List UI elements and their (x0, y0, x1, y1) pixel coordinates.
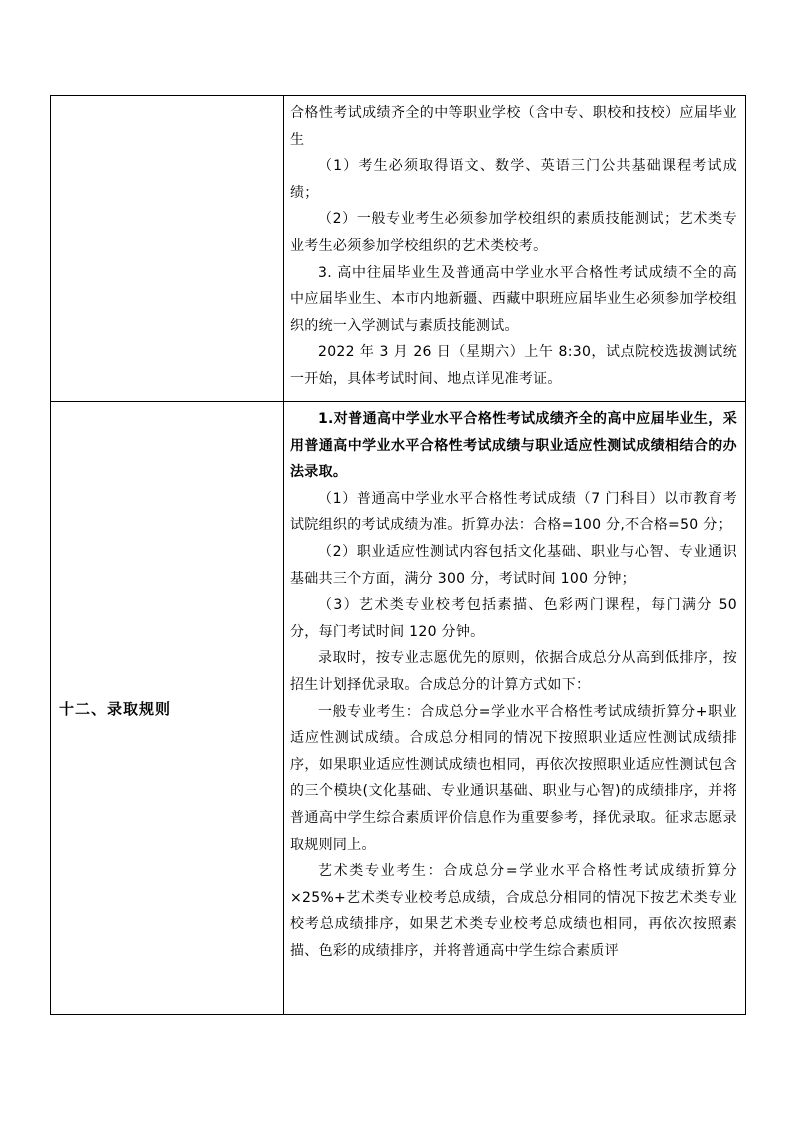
paragraph-rule-1: （1）普通高中学业水平合格性考试成绩（7 门科目）以市教育考试院组织的考试成绩为准。折算办法：合格=100 分,不合格=50 分； (290, 490, 737, 534)
paragraph-art-major: 艺术类专业考生：合成总分=学业水平合格性考试成绩折算分×25%+艺术类专业校考总成绩，合成总分相同的情况下按艺术类专业校考总成绩排序，如果艺术类专业校考总成绩也相同，再依次按照素描、色彩的成绩排序，并将普通高中学生综合素质评 (290, 863, 737, 959)
table-row-admission-rules (51, 402, 746, 1015)
paragraph-item-2: （2）一般专业考生必须参加学校组织的素质技能测试；艺术类专业考生必须参加学校组织的艺术类校考。 (290, 211, 737, 254)
paragraph-item-1: （1）考生必须取得语文、数学、英语三门公共基础课程考试成绩； (290, 158, 737, 201)
paragraph-rule-heading: 1.对普通高中学业水平合格性考试成绩齐全的高中应届毕业生，采用普通高中学业水平合格性考试成绩与职业适应性测试成绩相结合的办法录取。 (290, 411, 737, 481)
row-label-admission-rules: 十二、录取规则 (59, 699, 172, 718)
table-row-continued (51, 96, 746, 402)
paragraph-rule-3: （3）艺术类专业校考包括素描、色彩两门课程，每门满分 50 分，每门考试时间 120 分钟。 (290, 597, 737, 640)
paragraph-item-3: 3. 高中往届毕业生及普通高中学业水平合格性考试成绩不全的高中应届毕业生、本市内地新疆、西藏中职班应届毕业生必须参加学校组织的统一入学测试与素质技能测试。 (290, 264, 737, 334)
admission-table (50, 95, 746, 1015)
row-label-cell (51, 402, 284, 1015)
row-content-cell (284, 402, 746, 1015)
paragraph-exam-date: 2022 年 3 月 26 日（星期六）上午 8:30，试点院校选拔测试统一开始，具体考试时间、地点详见准考证。 (290, 344, 737, 387)
paragraph-continuation: 合格性考试成绩齐全的中等职业学校（含中专、职校和技校）应届毕业生 (290, 105, 737, 148)
row-label-cell-empty (51, 96, 284, 402)
row-content-cell (284, 96, 746, 402)
paragraph-general-major: 一般专业考生：合成总分=学业水平合格性考试成绩折算分+职业适应性测试成绩。合成总分相同的情况下按照职业适应性测试成绩排序，如果职业适应性测试成绩也相同，再依次按照职业适应性测试包含的三个模块(文化基础、专业通识基础、职业与心智)的成绩排序，并将普通高中学生综合素质评价信息作为重要参考，择优录取。征求志愿录取规则同上。 (290, 703, 737, 853)
paragraph-rule-2: （2）职业适应性测试内容包括文化基础、职业与心智、专业通识基础共三个方面，满分 300 分，考试时间 100 分钟； (290, 543, 737, 587)
paragraph-admission-principle: 录取时，按专业志愿优先的原则，依据合成总分从高到低排序，按招生计划择优录取。合成总分的计算方式如下： (290, 650, 737, 693)
